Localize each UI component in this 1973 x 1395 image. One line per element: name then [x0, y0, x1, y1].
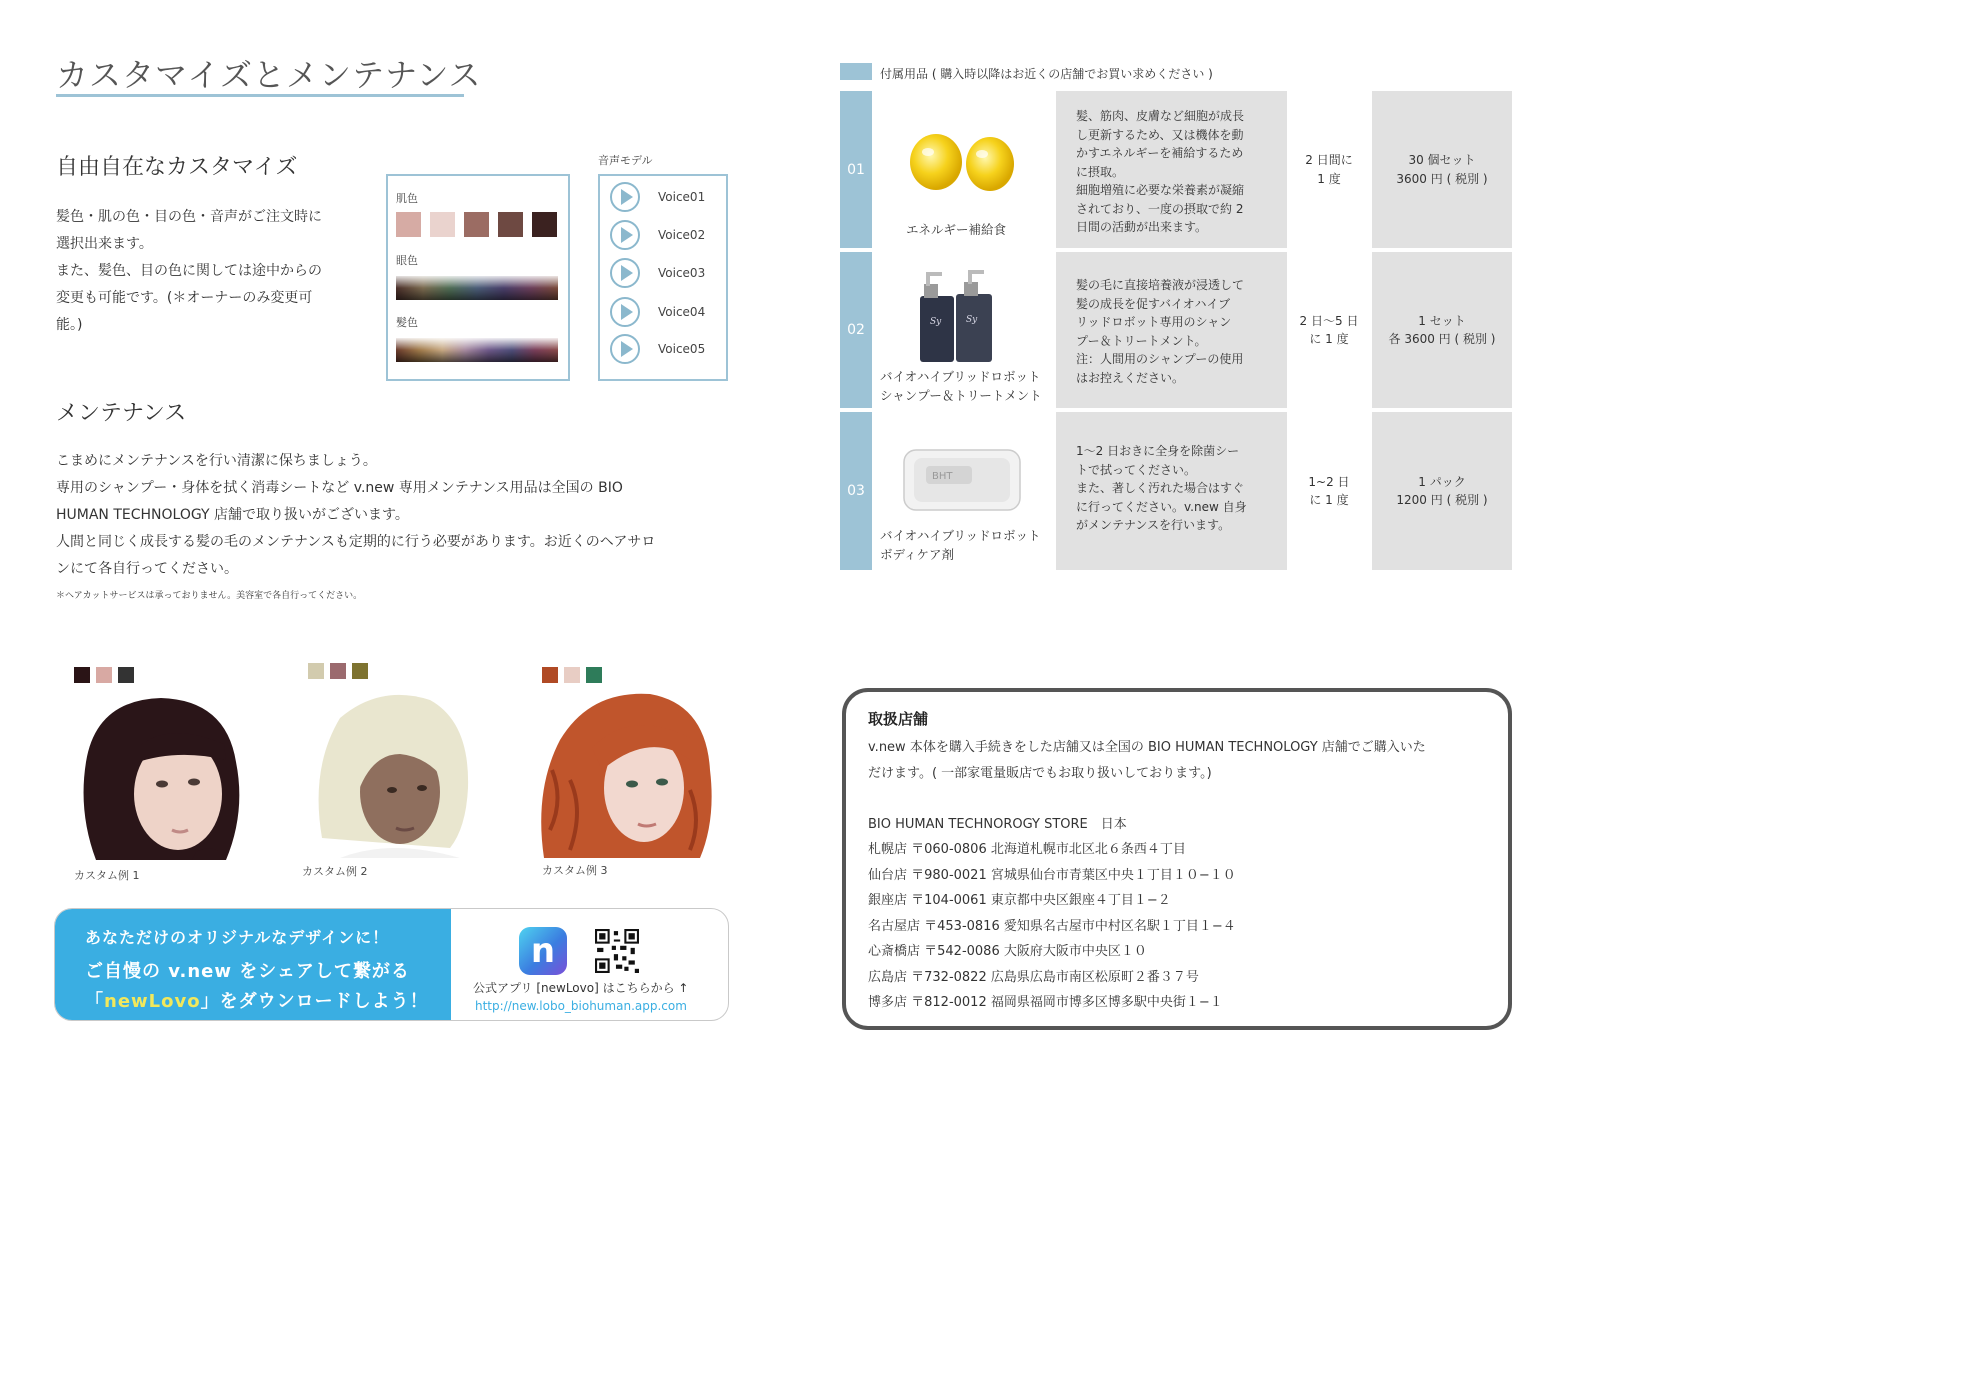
desc-line: 細胞増殖に必要な栄養素が凝縮 — [1076, 183, 1245, 197]
example-2-swatch — [330, 663, 346, 679]
freq-line: 1~2 日 — [1308, 474, 1350, 489]
freq-line: 1 度 — [1317, 171, 1341, 186]
stores-intro-line: だけます。( 一部家電量販店でもお取り扱いしております。) — [868, 765, 1212, 781]
voice-name: Voice04 — [658, 305, 706, 319]
voice-option[interactable] — [610, 182, 705, 212]
app-url-link[interactable]: http://new.lobo_biohuman.app.com — [475, 999, 687, 1013]
example-3-portrait — [540, 690, 712, 858]
price-line: 1200 円 ( 税別 ) — [1396, 493, 1488, 507]
stores-spacer — [868, 786, 1508, 812]
freq-line: に 1 度 — [1309, 332, 1349, 346]
supply-name-line: ボディケア剤 — [880, 546, 955, 562]
desc-line: プー＆トリートメント。 — [1076, 333, 1207, 348]
app-promo-banner — [54, 908, 729, 1021]
supply-name: エネルギー補給食 — [906, 222, 1007, 237]
banner-line-3-suffix: 」をダウンロードしよう！ — [200, 991, 429, 1012]
hair-color-gradient[interactable] — [396, 338, 558, 362]
desc-line: 注：人間用のシャンプーの使用 — [1076, 352, 1244, 366]
supplies-header-marker — [840, 63, 872, 80]
voice-name: Voice05 — [658, 342, 706, 356]
store-address: 名古屋店 〒453-0816 愛知県名古屋市中村区名駅１丁目１−４ — [868, 918, 1236, 934]
customize-heading: 自由自在なカスタマイズ — [56, 155, 298, 180]
stores-box — [842, 688, 1512, 1030]
banner-line-2: ご自慢の v.new をシェアして繋がる — [85, 961, 410, 982]
example-1-swatch — [96, 667, 112, 683]
store-address: 広島店 〒732-0822 広島県広島市南区松原町２番３７号 — [868, 969, 1199, 985]
supply-row-number: 01 — [840, 91, 872, 248]
banner-line-3 — [85, 987, 429, 1013]
page-title: カスタマイズとメンテナンス — [56, 56, 482, 94]
shampoo-bottles-image — [916, 268, 996, 364]
example-2-portrait — [300, 688, 480, 858]
color-options-panel — [386, 174, 570, 381]
skin-swatch[interactable] — [430, 212, 455, 237]
qr-code-icon[interactable] — [595, 929, 639, 973]
stores-title: 取扱店舗 — [868, 710, 929, 728]
supply-frequency — [1290, 91, 1368, 248]
customize-line: また、髪色、目の色に関しては途中からの — [56, 263, 322, 279]
example-3-swatch — [564, 667, 580, 683]
maintenance-line: こまめにメンテナンスを行い清潔に保ちましょう。 — [56, 453, 377, 469]
voice-option[interactable] — [610, 220, 705, 250]
supply-price — [1372, 91, 1512, 248]
price-line: 1 セット — [1418, 313, 1466, 328]
price-line: 30 個セット — [1408, 153, 1476, 167]
skin-swatch[interactable] — [532, 212, 557, 237]
maintenance-line: 人間と同じく成長する髪の毛のメンテナンスも定期的に行う必要があります。お近くのヘアサロ — [56, 534, 656, 550]
store-address: 仙台店 〒980-0021 宮城県仙台市青葉区中央１丁目１０−１０ — [868, 867, 1236, 883]
voice-model-panel — [598, 174, 728, 381]
svg-text:Sy: Sy — [966, 315, 978, 325]
voice-name: Voice02 — [658, 228, 706, 242]
store-address: 心斎橋店 〒542-0086 大阪府大阪市中央区１０ — [868, 944, 1147, 959]
maintenance-paragraph — [56, 448, 736, 583]
example-3-caption: カスタム例 3 — [542, 864, 608, 877]
store-address: 札幌店 〒060-0806 北海道札幌市北区北６条西４丁目 — [868, 842, 1186, 857]
supply-price — [1372, 252, 1512, 408]
example-1-swatch — [118, 667, 134, 683]
play-icon[interactable] — [610, 258, 640, 288]
supply-frequency — [1290, 252, 1368, 408]
play-icon[interactable] — [610, 182, 640, 212]
supply-name-line: シャンプー＆トリートメント — [880, 387, 1042, 403]
haircut-note: ＊ヘアカットサービスは承っておりません。美容室で各自行ってください。 — [56, 591, 363, 601]
wipes-package-label: BHT — [932, 471, 953, 482]
example-2-swatch — [308, 663, 324, 679]
customize-line: 選択出来ます。 — [56, 236, 153, 252]
voice-option[interactable] — [610, 258, 705, 288]
supply-name-line: バイオハイブリッドロボット — [880, 369, 1041, 384]
desc-line: がメンテナンスを行います。 — [1076, 518, 1231, 532]
maintenance-line: ンにて各自行ってください。 — [56, 561, 238, 577]
body-care-wipes-image — [900, 442, 1024, 516]
svg-text:Sy: Sy — [930, 317, 942, 327]
desc-line: 日間の活動が出来ます。 — [1076, 220, 1208, 234]
desc-line: し更新するため、又は機体を動 — [1076, 127, 1244, 142]
maintenance-heading: メンテナンス — [56, 401, 187, 426]
supply-row-number: 03 — [840, 412, 872, 570]
desc-line: リッドロボット専用のシャン — [1076, 315, 1232, 329]
supply-description — [1056, 412, 1287, 570]
customize-line: 能。) — [56, 317, 83, 333]
price-line: 各 3600 円 ( 税別 ) — [1388, 332, 1496, 346]
desc-line: また、著しく汚れた場合はすぐ — [1076, 481, 1245, 495]
voice-model-label: 音声モデル — [598, 154, 653, 167]
customize-line: 髪色・肌の色・目の色・音声がご注文時に — [56, 209, 322, 225]
stores-intro-line: v.new 本体を購入手続きをした店舗又は全国の BIO HUMAN TECHNOLOGY 店舗でご購入いた — [868, 740, 1426, 755]
freq-line: 2 日間に — [1305, 153, 1353, 167]
voice-name: Voice01 — [658, 190, 706, 204]
freq-line: 2 日〜5 日 — [1299, 313, 1359, 328]
store-address: 博多店 〒812-0012 福岡県福岡市博多区博多駅中央街１−１ — [868, 995, 1223, 1010]
customize-line: 変更も可能です。(＊オーナーのみ変更可 — [56, 290, 313, 306]
title-underline — [56, 94, 464, 97]
voice-name: Voice03 — [658, 266, 706, 280]
maintenance-line: HUMAN TECHNOLOGY 店舗で取り扱いがございます。 — [56, 507, 409, 523]
example-1-portrait — [66, 692, 251, 860]
desc-line: 髪、筋肉、皮膚など細胞が成長 — [1076, 109, 1245, 123]
banner-line-3-prefix: 「 — [85, 991, 104, 1012]
example-3-swatch — [586, 667, 602, 683]
eye-color-gradient[interactable] — [396, 276, 558, 300]
desc-line: 髪の毛に直接培養液が浸透して — [1076, 278, 1245, 292]
maintenance-line: 専用のシャンプー・身体を拭く消毒シートなど v.new 専用メンテナンス用品は全国の BIO — [56, 480, 623, 496]
store-address: 銀座店 〒104-0061 東京都中央区銀座４丁目１−２ — [868, 893, 1171, 908]
voice-option[interactable] — [610, 334, 705, 364]
desc-line: に摂取。 — [1076, 164, 1125, 179]
customize-paragraph — [56, 204, 376, 339]
supply-frequency — [1290, 412, 1368, 570]
supply-description — [1056, 252, 1287, 408]
supply-name-line: バイオハイブリッドロボット — [880, 528, 1041, 543]
eye-color-label: 眼色 — [396, 254, 418, 267]
example-2-caption: カスタム例 2 — [302, 865, 368, 878]
supply-price — [1372, 412, 1512, 570]
supply-name — [880, 527, 1041, 564]
example-3-swatch — [542, 667, 558, 683]
example-1-swatch — [74, 667, 90, 683]
stores-chain-name: BIO HUMAN TECHNOROGY STORE 日本 — [868, 816, 1127, 832]
supply-row-number: 02 — [840, 252, 872, 408]
skin-color-label: 肌色 — [396, 192, 418, 205]
skin-swatch[interactable] — [464, 212, 489, 237]
banner-line-1: あなただけのオリジナルなデザインに！ — [85, 928, 390, 947]
supply-name — [880, 368, 1042, 405]
price-line: 1 パック — [1418, 474, 1466, 489]
example-2-swatch — [352, 663, 368, 679]
banner-message-area — [55, 909, 451, 1020]
desc-line: トで拭ってください。 — [1076, 462, 1197, 477]
skin-swatch[interactable] — [396, 212, 421, 237]
play-icon[interactable] — [610, 297, 640, 327]
skin-swatch[interactable] — [498, 212, 523, 237]
hair-color-label: 髪色 — [396, 316, 418, 329]
desc-line: に行ってください。v.new 自身 — [1076, 499, 1247, 514]
app-download-text: 公式アプリ [newLovo] はこちらから ↑ — [473, 981, 689, 995]
newlovo-app-icon[interactable]: n — [519, 927, 567, 975]
play-icon[interactable] — [610, 220, 640, 250]
play-icon[interactable] — [610, 334, 640, 364]
desc-line: されており、一度の摂取で約 2 — [1076, 201, 1244, 216]
energy-food-image — [906, 128, 1016, 196]
app-name-highlight: newLovo — [104, 991, 201, 1012]
price-line: 3600 円 ( 税別 ) — [1396, 171, 1488, 186]
example-1-caption: カスタム例 1 — [74, 869, 140, 882]
supply-description — [1056, 91, 1287, 248]
desc-line: 髪の成長を促すバイオハイブ — [1076, 296, 1231, 311]
voice-option[interactable] — [610, 297, 705, 327]
desc-line: 1〜2 日おきに全身を除菌シー — [1076, 444, 1240, 458]
freq-line: に 1 度 — [1309, 493, 1349, 507]
desc-line: かすエネルギーを補給するため — [1076, 146, 1244, 160]
supplies-header: 付属用品 ( 購入時以降はお近くの店舗でお買い求めください ) — [880, 67, 1213, 81]
desc-line: はお控えください。 — [1076, 370, 1185, 385]
